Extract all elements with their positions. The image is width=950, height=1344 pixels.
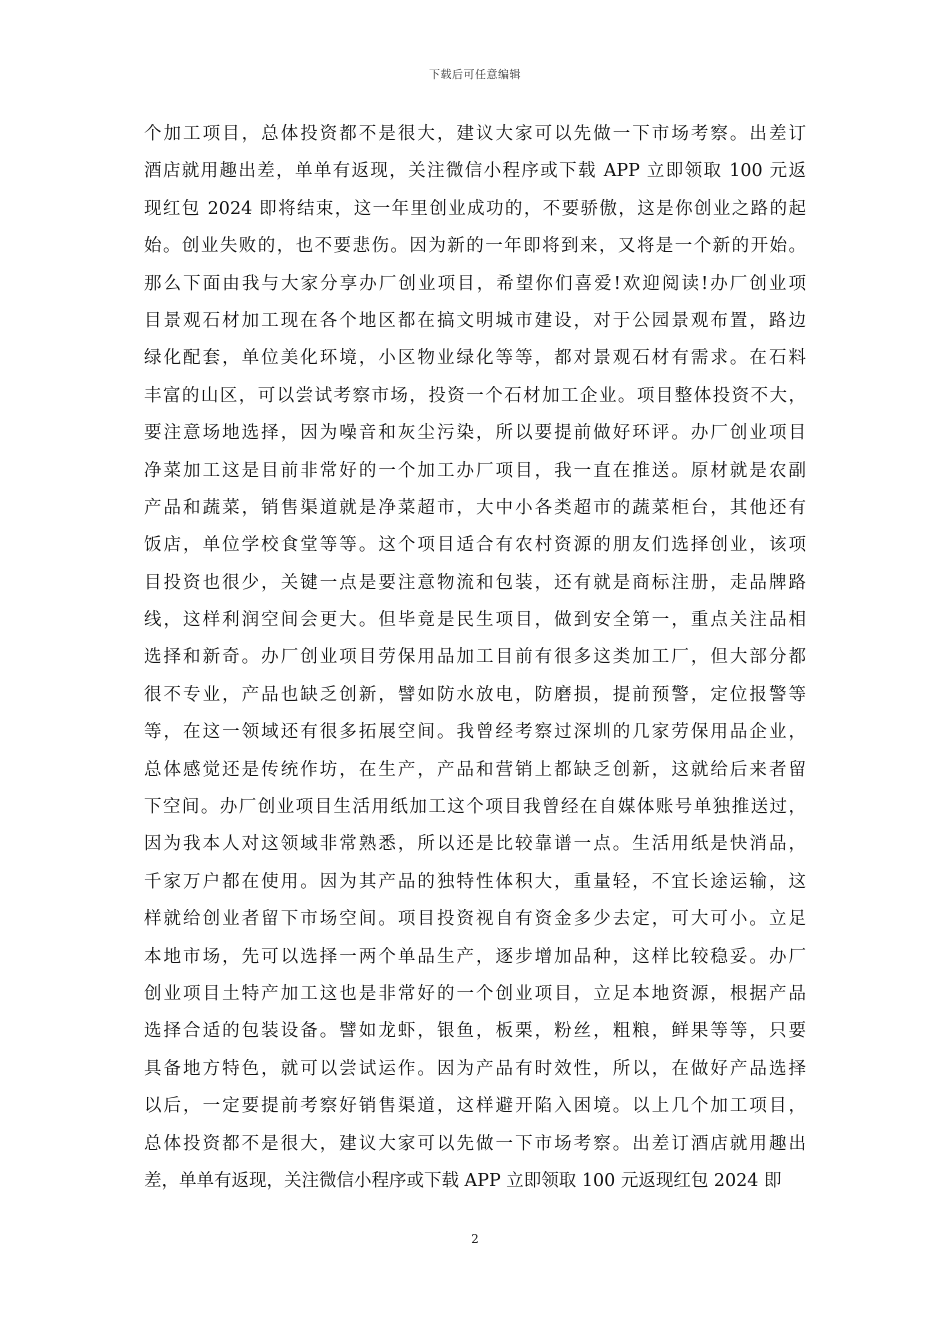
text-line: 产品和蔬菜，销售渠道就是净菜超市，大中小各类超市的蔬菜柜台，其他还有	[144, 497, 806, 518]
text-line: 目投资也很少，关键一点是要注意物流和包装，还有就是商标注册，走品牌路	[144, 572, 806, 593]
text-line: 丰富的山区，可以尝试考察市场，投资一个石材加工企业。项目整体投资不大，	[144, 385, 806, 406]
text-line: 本地市场，先可以选择一两个单品生产，逐步增加品种，这样比较稳妥。办厂	[144, 946, 806, 967]
text-line: 目景观石材加工现在各个地区都在搞文明城市建设，对于公园景观布置，路边	[144, 310, 806, 331]
text-line: 具备地方特色，就可以尝试运作。因为产品有时效性，所以，在做好产品选择	[144, 1058, 806, 1079]
text-line: 以后，一定要提前考察好销售渠道，这样避开陷入困境。以上几个加工项目，	[144, 1096, 806, 1117]
text-line: 酒店就用趣出差，单单有返现，关注微信小程序或下载 APP 立即领取 100 元返	[144, 161, 806, 182]
text-line: 绿化配套，单位美化环境，小区物业绿化等等，都对景观石材有需求。在石料	[144, 348, 806, 369]
body-text	[144, 116, 806, 1200]
text-line: 很不专业，产品也缺乏创新，譬如防水放电，防磨损，提前预警，定位报警等	[144, 684, 806, 705]
text-line: 选择和新奇。办厂创业项目劳保用品加工目前有很多这类加工厂，但大部分都	[144, 647, 806, 668]
text-line: 创业项目土特产加工这也是非常好的一个创业项目，立足本地资源，根据产品	[144, 983, 806, 1004]
page-header: 下载后可任意编辑	[429, 68, 521, 81]
text-line: 下空间。办厂创业项目生活用纸加工这个项目我曾经在自媒体账号单独推送过，	[144, 797, 806, 818]
text-line: 线，这样利润空间会更大。但毕竟是民生项目，做到安全第一，重点关注品相	[144, 610, 806, 631]
text-line: 要注意场地选择，因为噪音和灰尘污染，所以要提前做好环评。办厂创业项目	[144, 423, 806, 444]
text-line: 样就给创业者留下市场空间。项目投资视自有资金多少去定，可大可小。立足	[144, 909, 806, 930]
text-line: 总体感觉还是传统作坊，在生产，产品和营销上都缺乏创新，这就给后来者留	[144, 759, 806, 780]
text-line: 千家万户都在使用。因为其产品的独特性体积大，重量轻，不宜长途运输，这	[144, 871, 806, 892]
text-line: 选择合适的包装设备。譬如龙虾，银鱼，板栗，粉丝，粗粮，鲜果等等，只要	[144, 1021, 806, 1042]
text-line: 那么下面由我与大家分享办厂创业项目，希望你们喜爱!欢迎阅读!办厂创业项	[144, 273, 806, 294]
text-line: 始。创业失败的，也不要悲伤。因为新的一年即将到来，又将是一个新的开始。	[144, 236, 806, 257]
text-line: 等，在这一领域还有很多拓展空间。我曾经考察过深圳的几家劳保用品企业，	[144, 722, 806, 743]
text-line: 净菜加工这是目前非常好的一个加工办厂项目，我一直在推送。原材就是农副	[144, 460, 806, 481]
text-line: 差，单单有返现，关注微信小程序或下载 APP 立即领取 100 元返现红包 2024 即	[144, 1170, 782, 1191]
text-line: 个加工项目，总体投资都不是很大，建议大家可以先做一下市场考察。出差订	[144, 124, 806, 144]
text-line: 现红包 2024 即将结束，这一年里创业成功的，不要骄傲，这是你创业之路的起	[144, 198, 806, 219]
text-line: 总体投资都不是很大，建议大家可以先做一下市场考察。出差订酒店就用趣出	[144, 1133, 806, 1154]
page-number: 2	[471, 1232, 479, 1246]
text-line: 因为我本人对这领域非常熟悉，所以还是比较靠谱一点。生活用纸是快消品，	[144, 834, 806, 855]
text-line: 饭店，单位学校食堂等等。这个项目适合有农村资源的朋友们选择创业，该项	[144, 535, 806, 556]
